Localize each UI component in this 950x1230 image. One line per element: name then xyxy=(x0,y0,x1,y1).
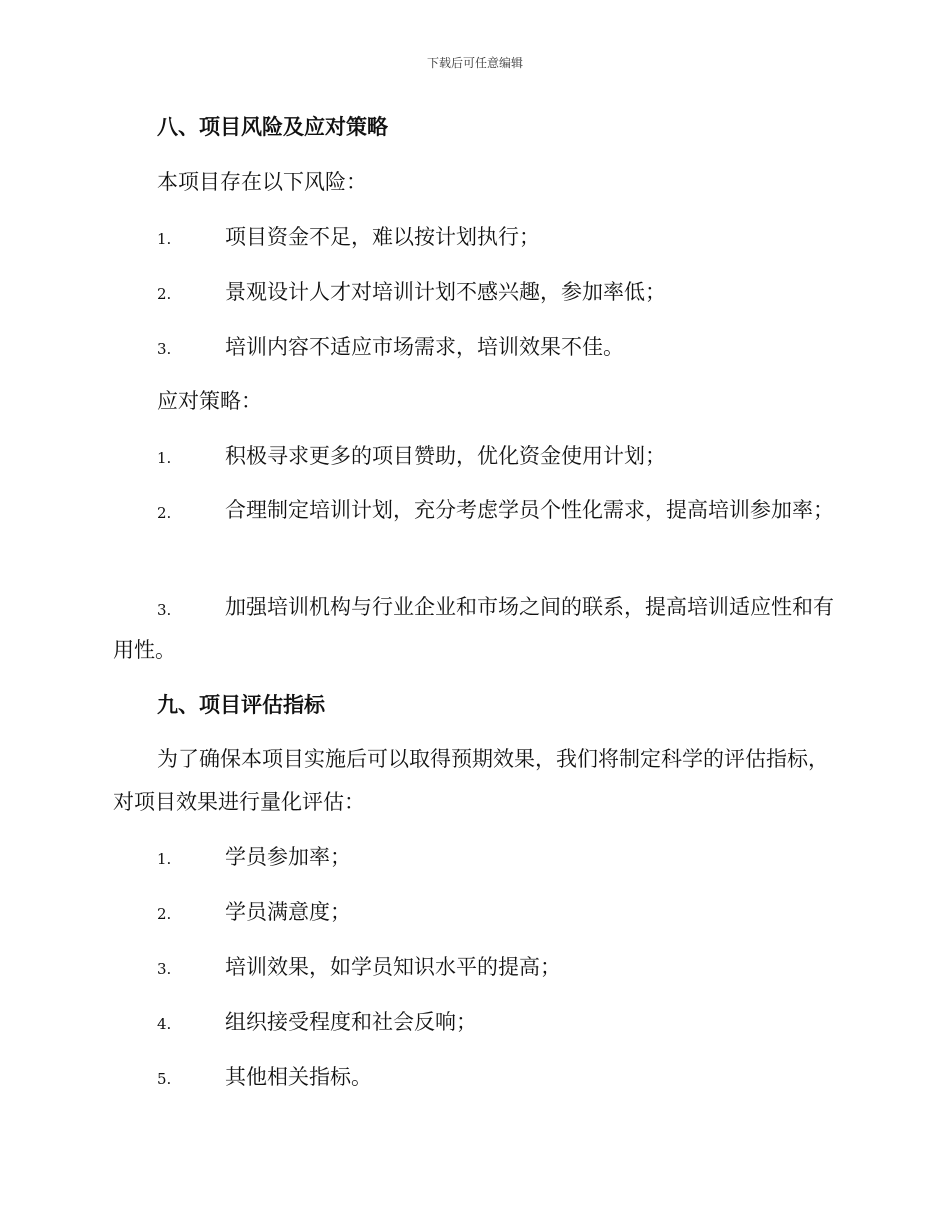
list-number: 3. xyxy=(157,960,172,978)
list-number: 3. xyxy=(157,340,172,358)
list-text: 培训内容不适应市场需求，培训效果不佳。 xyxy=(225,335,624,359)
list-number: 1. xyxy=(157,850,172,868)
list-text: 加强培训机构与行业企业和市场之间的联系，提高培训适应性和有用性。 xyxy=(113,595,834,662)
section-9-heading: 九、项目评估指标 xyxy=(157,693,325,717)
list-item xyxy=(113,594,835,672)
list-number: 2. xyxy=(157,285,172,303)
list-text: 学员满意度； xyxy=(225,900,351,924)
list-number: 3. xyxy=(157,601,172,619)
list-item xyxy=(113,497,835,532)
list-text: 积极寻求更多的项目赞助，优化资金使用计划； xyxy=(225,444,666,468)
page-header: 下载后可任意编辑 xyxy=(426,56,523,70)
risks-intro: 本项目存在以下风险： xyxy=(157,170,367,194)
strategies-intro: 应对策略： xyxy=(157,389,262,413)
list-number: 1. xyxy=(157,230,172,248)
list-text: 组织接受程度和社会反响； xyxy=(225,1010,477,1034)
list-text: 培训效果，如学员知识水平的提高； xyxy=(225,955,561,979)
list-text: 合理制定培训计划，充分考虑学员个性化需求，提高培训参加率； xyxy=(225,498,834,522)
section-8-heading: 八、项目风险及应对策略 xyxy=(157,115,388,139)
list-text: 景观设计人才对培训计划不感兴趣，参加率低； xyxy=(225,280,666,304)
list-number: 4. xyxy=(157,1015,172,1033)
list-text: 项目资金不足，难以按计划执行； xyxy=(225,225,540,249)
list-number: 2. xyxy=(157,504,172,522)
list-number: 2. xyxy=(157,905,172,923)
list-number: 5. xyxy=(157,1070,172,1088)
evaluation-intro: 为了确保本项目实施后可以取得预期效果，我们将制定科学的评估指标，对项目效果进行量化评估： xyxy=(113,747,829,814)
list-text: 其他相关指标。 xyxy=(225,1065,372,1089)
list-number: 1. xyxy=(157,449,172,467)
list-text: 学员参加率； xyxy=(225,845,351,869)
